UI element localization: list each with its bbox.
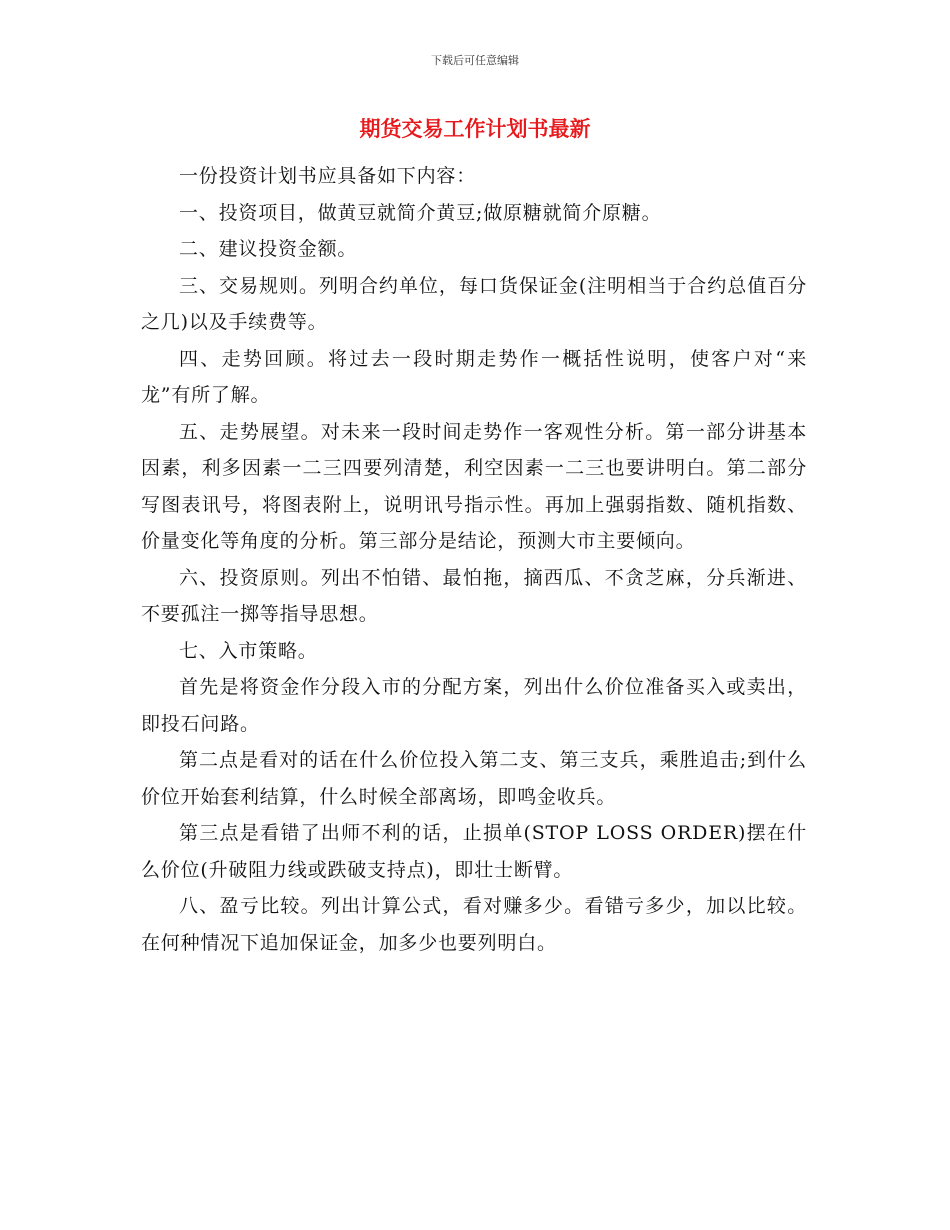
paragraph-first-point: 首先是将资金作分段入市的分配方案，列出什么价位准备买入或卖出，即投石问路。 xyxy=(141,676,807,735)
paragraph-intro: 一份投资计划书应具备如下内容： xyxy=(179,165,477,187)
paragraph-trading-rules: 三、交易规则。列明合约单位，每口货保证金(注明相当于合约总值百分之几)以及手续费等。 xyxy=(141,274,807,333)
paragraph-profit-loss: 八、盈亏比较。列出计算公式，看对赚多少。看错亏多少，加以比较。在何种情况下追加保证金，加多少也要列明白。 xyxy=(141,895,807,954)
paragraph-investment-amount: 二、建议投资金额。 xyxy=(179,238,358,260)
document-title: 期货交易工作计划书最新 xyxy=(359,117,591,141)
paragraph-trend-review: 四、走势回顾。将过去一段时期走势作一概括性说明，使客户对“来龙”有所了解。 xyxy=(141,347,807,406)
header-note: 下载后可任意编辑 xyxy=(431,54,519,67)
paragraph-entry-strategy: 七、入市策略。 xyxy=(179,639,318,662)
paragraph-second-point: 第二点是看对的话在什么价位投入第二支、第三支兵，乘胜追击;到什么价位开始套利结算，什么时候全部离场，即鸣金收兵。 xyxy=(141,749,807,808)
paragraph-investment-project: 一、投资项目，做黄豆就简介黄豆;做原糖就简介原糖。 xyxy=(179,201,662,224)
paragraph-third-point: 第三点是看错了出师不利的话，止损单(STOP LOSS ORDER)摆在什么价位(升破阻力线或跌破支持点)，即壮士断臂。 xyxy=(141,822,807,881)
paragraph-investment-principles: 六、投资原则。列出不怕错、最怕拖，摘西瓜、不贪芝麻，分兵渐进、不要孤注一掷等指导思想。 xyxy=(141,566,807,625)
document-body xyxy=(141,158,807,961)
paragraph-trend-outlook: 五、走势展望。对未来一段时间走势作一客观性分析。第一部分讲基本因素，利多因素一二三四要列清楚，利空因素一二三也要讲明白。第二部分写图表讯号，将图表附上，说明讯号指示性。再加上强弱指数、随机指数、价量变化等角度的分析。第三部分是结论，预测大市主要倾向。 xyxy=(141,420,807,552)
